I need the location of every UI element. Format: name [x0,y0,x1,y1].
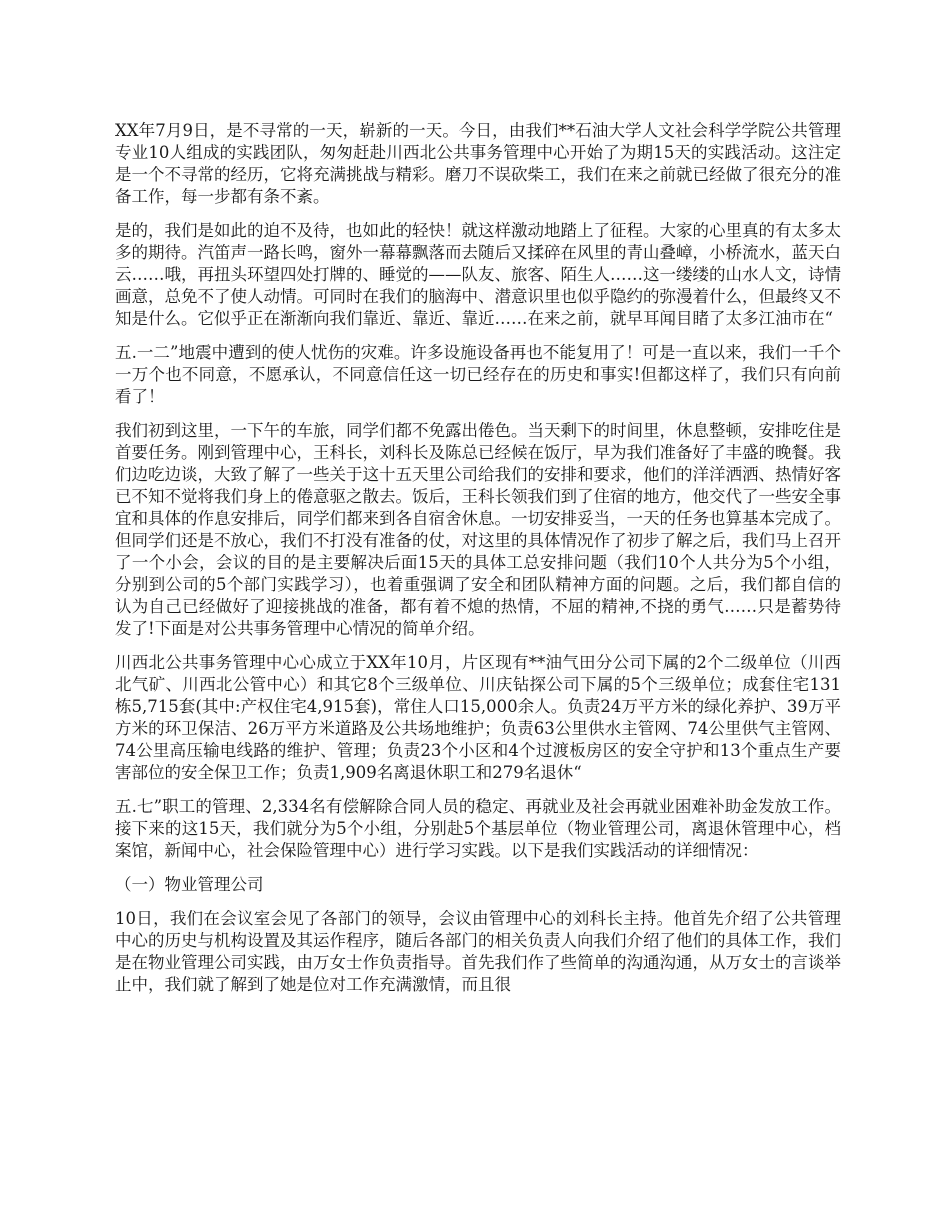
section-heading-property-management: （一）物业管理公司 [115,875,264,894]
paragraph-journey: 是的，我们是如此的迫不及待，也如此的轻快！就这样激动地踏上了征程。大家的心里真的有太多太多的期待。汽笛声一路长鸣，窗外一幕幕飘落而去随后又揉碎在风里的青山叠嶂，小桥流水，蓝天白云……哦，再扭头环望四处打牌的、睡觉的——队友、旅客、陌生人……这一缕缕的山水人文，诗情画意，总免不了使人动情。可同时在我们的脑海中、潜意识里也似乎隐约的弥漫着什么，但最终又不知是什么。它似乎正在渐渐向我们靠近、靠近、靠近……在来之前，就早耳闻目睹了太多江油市在“ [115,221,841,328]
paragraph-property-management: 10日，我们在会议室会见了各部门的领导，会议由管理中心的刘科长主持。他首先介绍了公共管理中心的历史与机构设置及其运作程序，随后各部门的相关负责人向我们介绍了他们的具体工作，我们是在物业管理公司实践，由万女士作负责指导。首先我们作了些简单的沟通沟通，从万女士的言谈举止中，我们就了解到了她是位对工作充满激情，而且很 [115,909,841,994]
document-page [115,120,841,1008]
paragraph-intro: XX年7月9日，是不寻常的一天，崭新的一天。今日，由我们**石油大学人文社会科学学院公共管理专业10人组成的实践团队，匆匆赶赴川西北公共事务管理中心开始了为期15天的实践活动。这注定是一个不寻常的经历，它将充满挑战与精彩。磨刀不误砍柴工，我们在来之前就已经做了很充分的准备工作，每一步都有条不紊。 [115,121,841,206]
paragraph-earthquake: 五.一二”地震中遭到的使人忧伤的灾难。许多设施设备再也不能复用了！可是一直以来，我们一千个一万个也不同意，不愿承认，不同意信任这一切已经存在的历史和事实!但都这样了，我们只有向前看了！ [115,343,841,406]
paragraph-center-overview: 川西北公共事务管理中心心成立于XX年10月，片区现有**油气田分公司下属的2个二级单位（川西北气矿、川西北公管中心）和其它8个三级单位、川庆钻探公司下属的5个三级单位；成套住宅131栋5,715套(其中:产权住宅4,915套)，常住人口15,000余人。负责24万平方米的绿化养护、39万平方米的环卫保洁、26万平方米道路及公共场地维护；负责63公里供水主管网、74公里供气主管网、74公里高压输电线路的维护、管理；负责23个小区和4个过渡板房区的安全守护和13个重点生产要害部位的安全保卫工作；负责1,909名离退休职工和279名退休“ [115,653,841,782]
paragraph-arrival: 我们初到这里，一下午的车旅，同学们都不免露出倦色。当天剩下的时间里，休息整顿，安排吃住是首要任务。刚到管理中心，王科长，刘科长及陈总已经候在饭厅，早为我们准备好了丰盛的晚餐。我们边吃边谈，大致了解了一些关于这十五天里公司给我们的安排和要求，他们的洋洋洒洒、热情好客已不知不觉将我们身上的倦意驱之散去。饭后，王科长领我们到了住宿的地方，他交代了一些安全事宜和具体的作息安排后，同学们都来到各自宿舍休息。一切安排妥当，一天的任务也算基本完成了。但同学们还是不放心，我们不打没有准备的仗，对这里的具体情况作了初步了解之后，我们马上召开了一个小会，会议的目的是主要解决后面15天的具体工总安排问题（我们10个人共分为5个小组，分别到公司的5个部门实践学习），也着重强调了安全和团队精神方面的问题。之后，我们都自信的认为自己已经做好了迎接挑战的准备，都有着不熄的热情，不屈的精神,不挠的勇气……只是蓄势待发了!下面是对公共事务管理中心情况的简单介绍。 [115,421,841,638]
paragraph-practice-plan: 五.七”职工的管理、2,334名有偿解除合同人员的稳定、再就业及社会再就业困难补助金发放工作。接下来的这15天，我们就分为5个小组，分别赴5个基层单位（物业管理公司，离退休管理中心，档案馆，新闻中心，社会保险管理中心）进行学习实践。以下是我们实践活动的详细情况： [115,797,841,860]
